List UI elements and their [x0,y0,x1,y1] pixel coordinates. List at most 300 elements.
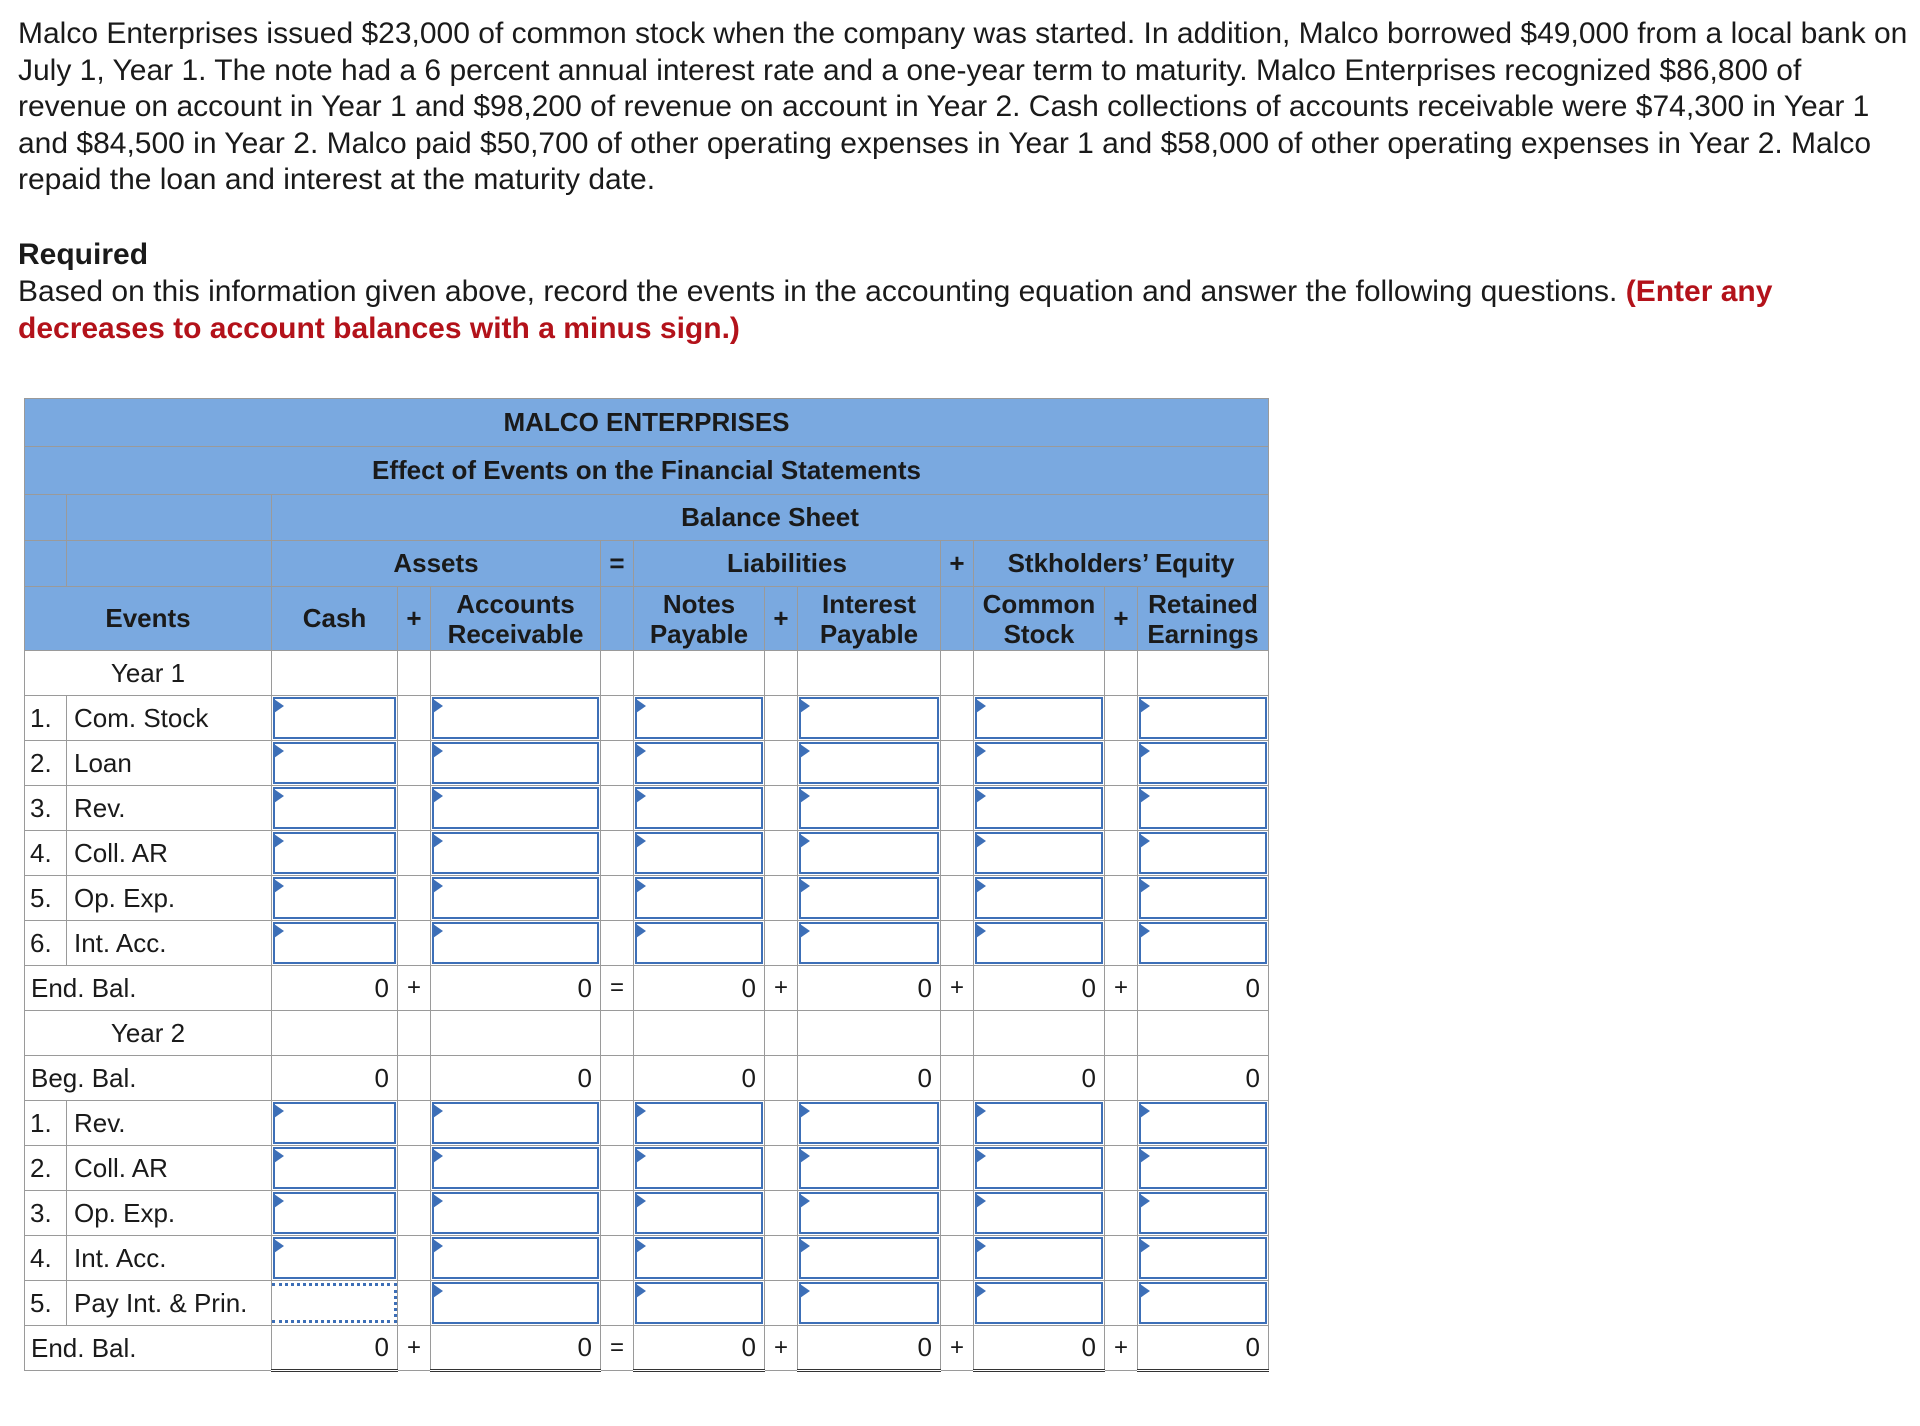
amount-cell[interactable] [634,786,765,831]
amount-cell[interactable] [798,831,941,876]
blank-cell [398,921,431,966]
event-row [25,786,1269,831]
amount-cell[interactable] [798,741,941,786]
event-row [25,1146,1269,1191]
dropdown-marker-icon [433,924,443,938]
sign-cell [941,1056,974,1101]
dropdown-marker-icon [433,1194,443,1208]
amount-input[interactable] [273,1102,396,1144]
event-row [25,1281,1269,1326]
amount-cell[interactable] [974,1281,1105,1326]
blank-cell [765,1191,798,1236]
amount-input[interactable] [799,697,939,739]
year-label: Year 2 [25,1011,272,1056]
blank-cell [974,1011,1105,1056]
header-blank-cell [25,541,67,587]
blank-cell [1105,831,1138,876]
amount-input[interactable] [975,832,1103,874]
amount-cell[interactable] [634,921,765,966]
amount-input[interactable] [975,1102,1103,1144]
dropdown-marker-icon [274,879,284,893]
amount-input[interactable] [432,1192,599,1234]
event-number: 4. [25,831,67,876]
amount-cell[interactable] [974,696,1105,741]
blank-cell [765,741,798,786]
plus-sign: + [1105,587,1138,651]
amount-input[interactable] [799,1192,939,1234]
amount-input[interactable] [635,1192,763,1234]
amount-input[interactable] [635,697,763,739]
amount-input[interactable] [432,922,599,964]
dropdown-marker-icon [800,699,810,713]
amount-cell[interactable] [1138,696,1269,741]
cash-dropdown[interactable] [272,1283,397,1323]
amount-cell[interactable] [431,1146,601,1191]
amount-input[interactable] [635,1102,763,1144]
balance-value: 0 [974,1056,1105,1101]
event-number: 4. [25,1236,67,1281]
amount-cell[interactable] [1138,831,1269,876]
amount-cell[interactable] [798,1191,941,1236]
amount-cell[interactable] [634,831,765,876]
amount-cell[interactable] [272,876,398,921]
amount-cell[interactable] [431,876,601,921]
dropdown-marker-icon [636,1194,646,1208]
dropdown-marker-icon [976,1194,986,1208]
amount-input[interactable] [635,832,763,874]
amount-input[interactable] [273,1147,396,1189]
amount-cell[interactable] [974,831,1105,876]
blank-cell [601,1101,634,1146]
blank-cell [1105,651,1138,696]
dropdown-marker-icon [800,744,810,758]
amount-cell[interactable] [1138,1146,1269,1191]
dropdown-marker-icon [976,1284,986,1298]
amount-input[interactable] [1139,697,1267,739]
amount-cell[interactable] [634,1236,765,1281]
blank-cell [765,1236,798,1281]
dropdown-marker-icon [976,924,986,938]
amount-input[interactable] [273,697,396,739]
dropdown-marker-icon [274,924,284,938]
blank-cell [601,696,634,741]
blank-cell [765,786,798,831]
event-label: Coll. AR [67,831,272,876]
year-label: Year 1 [25,651,272,696]
blank-cell [941,1101,974,1146]
balance-value: 0 [634,1326,765,1371]
balance-row [25,966,1269,1011]
blank-cell [398,1236,431,1281]
amount-input[interactable] [432,697,599,739]
effects-table [24,398,1269,1372]
dropdown-marker-icon [433,834,443,848]
amount-cell[interactable] [272,1146,398,1191]
balance-value: 0 [974,966,1105,1011]
amount-input[interactable] [1139,1237,1267,1279]
amount-cell[interactable] [272,786,398,831]
dropdown-marker-icon [636,789,646,803]
blank-cell [941,1011,974,1056]
dropdown-marker-icon [976,1104,986,1118]
dropdown-marker-icon [976,879,986,893]
amount-input[interactable] [975,922,1103,964]
amount-cell[interactable] [272,831,398,876]
amount-cell[interactable] [634,1101,765,1146]
cash-dropdown-cell[interactable] [272,1281,398,1326]
blank-cell [398,696,431,741]
amount-cell[interactable] [798,921,941,966]
amount-input[interactable] [799,832,939,874]
blank-cell [398,741,431,786]
amount-input[interactable] [1139,1147,1267,1189]
amount-cell[interactable] [1138,1281,1269,1326]
dropdown-marker-icon [636,1149,646,1163]
amount-input[interactable] [975,1147,1103,1189]
blank-cell [1138,1011,1269,1056]
balance-value: 0 [272,1056,398,1101]
sign-cell [765,1056,798,1101]
blank-cell [1105,1146,1138,1191]
dropdown-marker-icon [976,699,986,713]
balance-value: 0 [1138,966,1269,1011]
dropdown-marker-icon [274,1149,284,1163]
amount-cell[interactable] [272,921,398,966]
amount-cell[interactable] [974,1101,1105,1146]
amount-cell[interactable] [431,786,601,831]
blank-cell [634,1011,765,1056]
blank-cell [765,921,798,966]
blank-cell [601,741,634,786]
amount-input[interactable] [432,877,599,919]
amount-cell[interactable] [431,921,601,966]
amount-input[interactable] [432,1282,599,1324]
event-label: Rev. [67,1101,272,1146]
amount-input[interactable] [432,1237,599,1279]
dropdown-marker-icon [636,879,646,893]
amount-input[interactable] [1139,1192,1267,1234]
balance-value: 0 [1138,1056,1269,1101]
blank-cell [765,651,798,696]
blank-cell [601,651,634,696]
blank-cell [1105,1191,1138,1236]
blank-cell [941,831,974,876]
sign-cell [1105,1056,1138,1101]
amount-input[interactable] [432,787,599,829]
amount-input[interactable] [799,922,939,964]
amount-input[interactable] [635,877,763,919]
blank-cell [634,651,765,696]
dropdown-marker-icon [976,744,986,758]
amount-cell[interactable] [431,696,601,741]
blank-cell [941,786,974,831]
amount-input[interactable] [975,1237,1103,1279]
amount-cell[interactable] [634,741,765,786]
amount-cell[interactable] [974,741,1105,786]
amount-input[interactable] [799,1237,939,1279]
event-row [25,1191,1269,1236]
amount-input[interactable] [1139,922,1267,964]
amount-input[interactable] [975,697,1103,739]
amount-cell[interactable] [974,1191,1105,1236]
accounts-receivable-header [431,587,601,651]
amount-cell[interactable] [272,1191,398,1236]
amount-cell[interactable] [974,786,1105,831]
sign-cell: + [1105,1326,1138,1371]
dropdown-marker-icon [1140,699,1150,713]
blank-cell [601,831,634,876]
event-row [25,831,1269,876]
balance-row [25,1326,1269,1371]
event-row [25,696,1269,741]
blank-cell [798,1011,941,1056]
event-label: Op. Exp. [67,876,272,921]
plus-sign: + [765,587,798,651]
table-title: MALCO ENTERPRISES [25,399,1269,447]
sign-cell: = [601,966,634,1011]
dropdown-marker-icon [433,1104,443,1118]
blank-cell [941,921,974,966]
amount-input[interactable] [635,1237,763,1279]
blank-cell [398,651,431,696]
amount-input[interactable] [635,1282,763,1324]
sign-cell: + [1105,966,1138,1011]
event-number: 5. [25,1281,67,1326]
amount-input[interactable] [975,1192,1103,1234]
amount-input[interactable] [273,877,396,919]
amount-input[interactable] [975,787,1103,829]
amount-cell[interactable] [431,1101,601,1146]
blank-cell [601,1011,634,1056]
blank-cell [601,921,634,966]
amount-cell[interactable] [634,696,765,741]
dropdown-marker-icon [800,1284,810,1298]
blank-cell [765,1101,798,1146]
event-row [25,921,1269,966]
amount-input[interactable] [975,742,1103,784]
amount-input[interactable] [799,742,939,784]
amount-cell[interactable] [798,696,941,741]
amount-input[interactable] [635,1147,763,1189]
event-row [25,1101,1269,1146]
amount-input[interactable] [273,832,396,874]
amount-cell[interactable] [1138,876,1269,921]
amount-input[interactable] [975,877,1103,919]
liabilities-header: Liabilities [634,541,941,587]
blank-cell [601,1236,634,1281]
amount-cell[interactable] [431,1281,601,1326]
amount-cell[interactable] [1138,1101,1269,1146]
blank-cell [431,1011,601,1056]
dropdown-marker-icon [1140,834,1150,848]
amount-cell[interactable] [634,1191,765,1236]
dropdown-marker-icon [800,1194,810,1208]
sign-cell: + [941,966,974,1011]
blank-cell [1105,921,1138,966]
dropdown-marker-icon [800,789,810,803]
amount-cell[interactable] [798,1236,941,1281]
event-label: Op. Exp. [67,1191,272,1236]
amount-input[interactable] [273,922,396,964]
header-line: Retained [1148,588,1258,619]
amount-input[interactable] [273,1237,396,1279]
amount-cell[interactable] [974,1146,1105,1191]
sign-cell [398,1056,431,1101]
dropdown-marker-icon [636,834,646,848]
event-number: 3. [25,786,67,831]
blank-cell [601,1281,634,1326]
amount-input[interactable] [1139,1282,1267,1324]
amount-input[interactable] [1139,742,1267,784]
dropdown-marker-icon [636,744,646,758]
header-blank-cell [67,541,272,587]
header-line: Receivable [447,618,584,649]
amount-input[interactable] [1139,1102,1267,1144]
balance-label: Beg. Bal. [25,1056,272,1101]
balance-value: 0 [798,1326,941,1371]
balance-value: 0 [272,1326,398,1371]
blank-cell [1105,1101,1138,1146]
dropdown-marker-icon [636,699,646,713]
dropdown-marker-icon [800,1149,810,1163]
blank-cell [765,831,798,876]
blank-cell [398,1281,431,1326]
sign-cell: + [941,1326,974,1371]
dropdown-marker-icon [433,699,443,713]
amount-input[interactable] [1139,877,1267,919]
amount-cell[interactable] [798,1146,941,1191]
sign-cell: = [601,1326,634,1371]
problem-paragraph: Malco Enterprises issued $23,000 of common stock when the company was started. In addition, Malco borrowed $49,000 from a local bank on July 1, Year 1. The note had a 6 percent annual interest rate and a one-year term to maturity. Malco Enterprises recognized $86,800 of revenue on account in Year 1 and $98,200 of revenue on account in Year 2. Cash collections of accounts receivable were $74,300 in Year 1 and $84,500 in Year 2. Malco paid $50,700 of other operating expenses in Year 1 and $58,000 of other operating expenses in Year 2. Malco repaid the loan and interest at the maturity date. [18,17,1908,196]
dropdown-marker-icon [976,1239,986,1253]
amount-input[interactable] [273,1192,396,1234]
dropdown-marker-icon [1140,1149,1150,1163]
amount-input[interactable] [799,1102,939,1144]
header-line: Stock [1003,618,1075,649]
blank-cell [798,651,941,696]
amount-input[interactable] [432,742,599,784]
amount-cell[interactable] [974,876,1105,921]
plus-sign: + [941,541,974,587]
amount-input[interactable] [432,1147,599,1189]
dropdown-marker-icon [433,744,443,758]
blank-cell [398,1191,431,1236]
amount-cell[interactable] [431,1191,601,1236]
balance-row [25,1056,1269,1101]
amount-input[interactable] [799,1282,939,1324]
amount-input[interactable] [635,742,763,784]
header-blank-cell [941,587,974,651]
dropdown-marker-icon [800,1239,810,1253]
retained-earnings-header [1138,587,1269,651]
header-blank-cell [25,495,67,541]
balance-value: 0 [798,966,941,1011]
event-number: 1. [25,696,67,741]
dropdown-marker-icon [800,1104,810,1118]
dropdown-marker-icon [1140,1284,1150,1298]
amount-input[interactable] [1139,832,1267,874]
amount-cell[interactable] [431,831,601,876]
notes-payable-header [634,587,765,651]
amount-input[interactable] [273,742,396,784]
amount-cell[interactable] [798,786,941,831]
amount-cell[interactable] [1138,1236,1269,1281]
amount-input[interactable] [799,787,939,829]
amount-cell[interactable] [634,1146,765,1191]
amount-cell[interactable] [798,876,941,921]
dropdown-marker-icon [274,1194,284,1208]
dropdown-marker-icon [1140,1239,1150,1253]
amount-input[interactable] [432,832,599,874]
event-label: Loan [67,741,272,786]
event-label: Int. Acc. [67,921,272,966]
event-number: 2. [25,1146,67,1191]
blank-cell [601,1191,634,1236]
amount-cell[interactable] [1138,786,1269,831]
amount-input[interactable] [432,1102,599,1144]
blank-cell [1105,1236,1138,1281]
balance-value: 0 [431,1056,601,1101]
dropdown-marker-icon [433,1239,443,1253]
amount-cell[interactable] [974,921,1105,966]
amount-cell[interactable] [272,1236,398,1281]
blank-cell [601,1146,634,1191]
amount-cell[interactable] [1138,1191,1269,1236]
required-instruction: Based on this information given above, record the events in the accounting equation and answer the following questions. [18,275,1618,308]
common-stock-header [974,587,1105,651]
amount-cell[interactable] [798,1101,941,1146]
amount-cell[interactable] [272,741,398,786]
amount-cell[interactable] [974,1236,1105,1281]
interest-payable-header [798,587,941,651]
amount-cell[interactable] [1138,741,1269,786]
blank-cell [398,1146,431,1191]
header-line: Payable [649,618,749,649]
amount-cell[interactable] [272,696,398,741]
amount-input[interactable] [635,922,763,964]
event-number: 2. [25,741,67,786]
amount-input[interactable] [975,1282,1103,1324]
blank-cell [272,1011,398,1056]
amount-input[interactable] [1139,787,1267,829]
dropdown-marker-icon [636,1239,646,1253]
amount-cell[interactable] [431,741,601,786]
amount-input[interactable] [799,877,939,919]
amount-cell[interactable] [798,1281,941,1326]
blank-cell [941,1281,974,1326]
blank-cell [601,876,634,921]
blank-cell [765,1146,798,1191]
blank-cell [765,1011,798,1056]
amount-cell[interactable] [634,876,765,921]
amount-cell[interactable] [634,1281,765,1326]
dropdown-marker-icon [800,834,810,848]
balance-label: End. Bal. [25,1326,272,1371]
blank-cell [765,876,798,921]
dropdown-marker-icon [274,834,284,848]
amount-input[interactable] [635,787,763,829]
blank-cell [941,1191,974,1236]
blank-cell [398,876,431,921]
header-line: Interest [822,588,916,619]
amount-cell[interactable] [1138,921,1269,966]
amount-input[interactable] [273,787,396,829]
required-note: (Enter any decreases to account balances with a minus sign.) [18,275,1773,345]
sign-cell: + [398,1326,431,1371]
amount-input[interactable] [799,1147,939,1189]
amount-cell[interactable] [272,1101,398,1146]
amount-cell[interactable] [431,1236,601,1281]
